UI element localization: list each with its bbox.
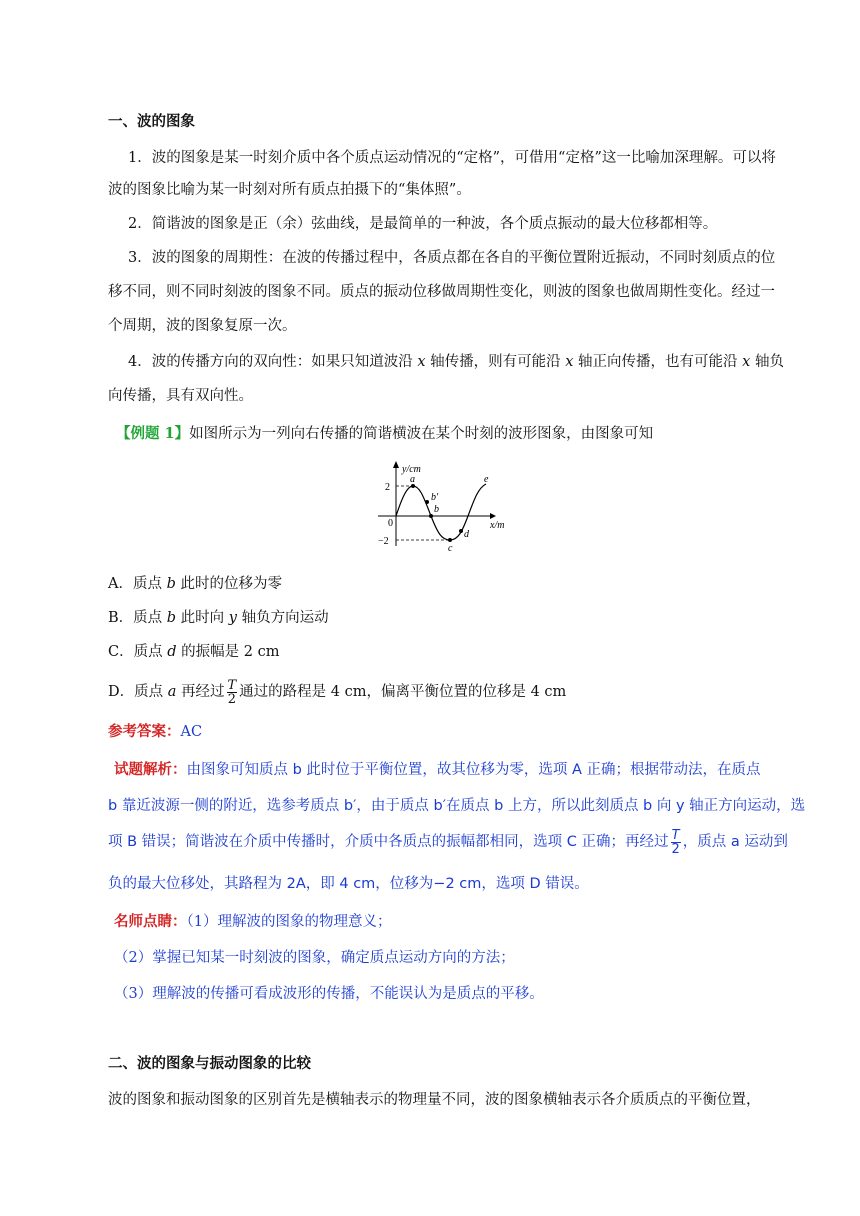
option-b-var2: y [228,610,237,626]
analysis-text-1: 由图象可知质点 b 此时位于平衡位置，故其位移为零，选项 A 正确；根据带动法，在质点 [186,762,761,778]
analysis-fraction-den: 2 [671,841,680,857]
p4-var-x2: x [565,354,574,370]
option-c [108,642,788,662]
point-b-prime-label: b′ [431,492,439,503]
p4-var-x3: x [742,354,751,370]
x-axis-label: x/m [490,520,505,531]
example-question [116,424,796,444]
option-c-var: d [167,644,177,660]
example-tag: 【例题 1】 [116,425,190,442]
tips-line-1 [114,912,794,932]
paragraph-2: 2．简谐波的图象是正（余）弦曲线，是最简单的一种波，各个质点振动的最大位移都相等。 [128,216,718,232]
option-c-pre: C．质点 [108,644,168,660]
answer-label: 参考答案： [108,723,181,740]
analysis-fraction [671,829,681,856]
answer-line [108,722,788,742]
paragraph-3-line-2: 移不同，则不同时刻波的图象不同。质点的振动位移做周期性变化，则波的图象也做周期性变化。经过一 [108,284,775,300]
option-a-var: b [166,576,176,592]
tip-1: （1）理解波的图象的物理意义； [186,914,392,930]
tip-3: （3）理解波的传播可看成波形的传播，不能误认为是质点的平移。 [114,986,544,1002]
option-d-fraction-den: 2 [227,691,236,707]
option-d-var: a [167,684,177,700]
option-a-pre: A．质点 [108,576,167,592]
y-axis-label: y/cm [402,464,421,475]
option-d-fraction [227,679,238,706]
tips-label: 名师点睛： [114,913,187,930]
analysis-line-2: b 靠近波源一侧的附近，选参考质点 b′，由于质点 b′在质点 b 上方，所以此刻质点 b 向 y 轴正方向运动，选 [108,798,806,814]
analysis-line-4: 负的最大位移处，其路程为 2A，即 4 cm，位移为−2 cm，选项 D 错误。 [108,876,589,892]
paragraph-4-line-1 [128,352,808,372]
paragraph-3-line-3: 个周期，波的图象复原一次。 [108,318,297,334]
option-d-pre: D．质点 [108,684,168,700]
p4-text-2: 轴传播，则有可能沿 [425,354,566,370]
section2-paragraph-1: 波的图象和振动图象的区别首先是横轴表示的物理量不同，波的图象横轴表示各介质质点的平衡位置， [108,1092,761,1108]
x-axis-arrow-icon [490,513,496,519]
paragraph-4-line-2: 向传播，具有双向性。 [108,388,253,404]
paragraph-1-line-2: 波的图象比喻为某一时刻对所有质点拍摄下的“集体照”。 [108,182,471,198]
p4-text-4: 轴负 [750,354,784,370]
example-question-text: 如图所示为一列向右传播的简谐横波在某个时刻的波形图象，由图象可知 [189,426,654,442]
option-a-post: 此时的位移为零 [175,576,282,592]
option-b-mid: 此时向 [176,610,229,626]
option-b-pre: B．质点 [108,610,167,626]
wave-curve [396,484,486,540]
option-d [108,676,788,708]
wave-figure [372,458,512,554]
p4-text-1: 4．波的传播方向的双向性：如果只知道波沿 [128,354,418,370]
analysis-fraction-num: T [671,827,680,843]
point-b-label: b [434,504,439,515]
y-tick-top: 2 [385,482,390,493]
y-tick-bottom: −2 [378,536,389,547]
p4-var-x1: x [417,354,426,370]
point-e-label: e [484,474,489,485]
option-d-post: 通过的路程是 4 cm，偏离平衡位置的位移是 4 cm [239,684,567,700]
p4-text-3: 轴正向传播，也有可能沿 [573,354,743,370]
analysis-text-3b: ，质点 a 运动到 [682,834,788,850]
point-a-label: a [410,474,415,485]
option-d-mid: 再经过 [176,684,225,700]
point-c-dot [448,538,452,542]
point-c-label: c [448,543,453,554]
paragraph-3-line-1: 3．波的图象的周期性：在波的传播过程中，各质点都在各自的平衡位置附近振动，不同时刻质点的位 [128,250,776,266]
option-a [108,574,788,594]
origin-label: 0 [388,518,393,529]
point-b-prime-dot [425,500,429,504]
section1-heading: 一、波的图象 [108,113,195,130]
option-b-post: 轴负方向运动 [236,610,329,626]
tip-2: （2）掌握已知某一时刻波的图象，确定质点运动方向的方法； [114,950,515,966]
analysis-text-3a: 项 B 错误；简谐波在介质中传播时，介质中各质点的振幅都相同，选项 C 正确；再经过 [108,834,669,850]
option-b [108,608,788,628]
analysis-label: 试题解析： [114,762,187,778]
paragraph-1-line-1: 1．波的图象是某一时刻介质中各个质点运动情况的“定格”，可借用“定格”这一比喻加深理解。可以将 [128,150,776,166]
option-d-fraction-num: T [227,677,237,693]
option-c-post: 的振幅是 2 cm [176,644,280,660]
point-b-dot [429,514,433,518]
point-d-dot [459,529,463,533]
analysis-line-1 [114,760,794,780]
point-d-label: d [464,529,469,540]
section2-heading: 二、波的图象与振动图象的比较 [108,1055,311,1072]
y-axis-arrow-icon [393,461,399,468]
analysis-line-3 [108,826,788,858]
answer-value: AC [180,724,203,740]
option-b-var: b [166,610,177,626]
